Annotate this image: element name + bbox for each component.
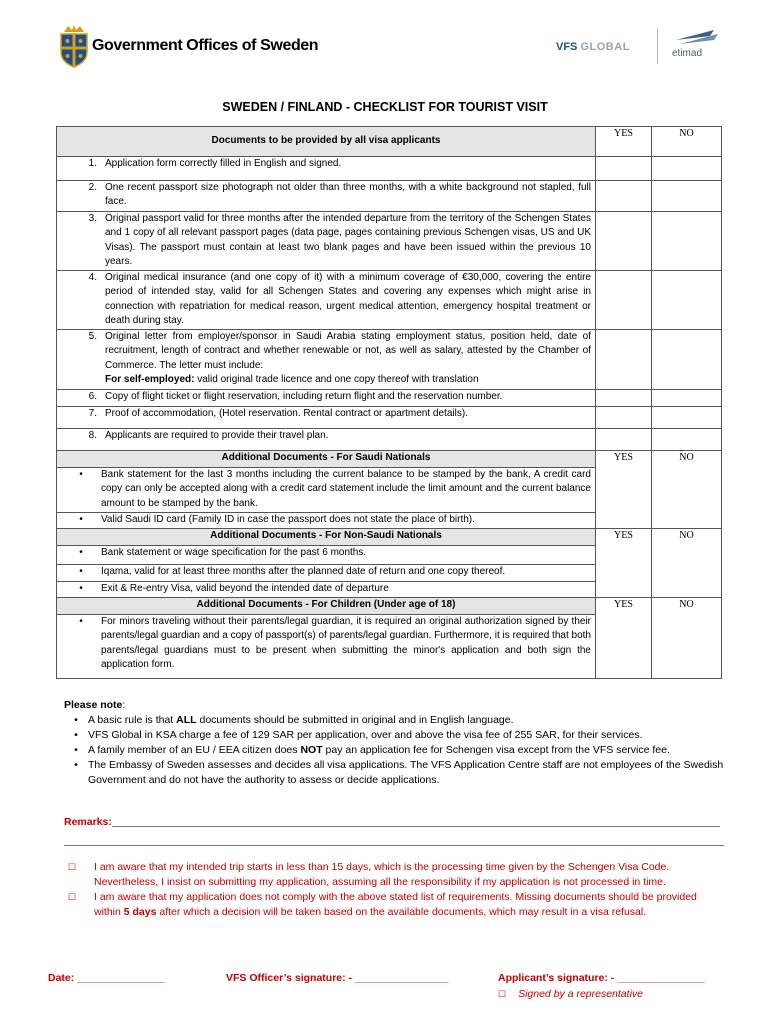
item-bold-lead: For self-employed: xyxy=(105,374,195,386)
item-text: Proof of accommodation, (Hotel reservation. Rental contract or apartment details). xyxy=(105,408,468,419)
saudi-header-row xyxy=(57,451,722,468)
note-item xyxy=(64,743,729,758)
declaration-1-checkbox[interactable]: ☐ xyxy=(68,862,77,872)
yes-checkbox-cell[interactable] xyxy=(596,429,652,451)
representative-label: Signed by a representative xyxy=(518,988,643,1000)
note-text: pay an application fee for Schengen visa except from the VFS service fee. xyxy=(322,744,670,756)
declaration-2-text: I am aware that my application does not comply with the above stated list of requirements. Missing documents should be provided within xyxy=(94,891,697,918)
remarks-line-2[interactable] xyxy=(64,845,724,846)
nonsaudi-no-cell[interactable]: NO xyxy=(652,529,722,598)
yes-checkbox-cell[interactable] xyxy=(596,330,652,390)
bullet: • xyxy=(74,759,78,771)
item-number: 6. xyxy=(88,391,97,402)
header-divider xyxy=(657,28,658,64)
representative-option xyxy=(498,988,643,1000)
yes-checkbox-cell[interactable] xyxy=(596,271,652,330)
document-title: SWEDEN / FINLAND - CHECKLIST FOR TOURIST VISIT xyxy=(222,100,548,114)
table-row xyxy=(57,212,722,271)
item-number: 7. xyxy=(88,408,97,419)
representative-checkbox[interactable]: ☐ xyxy=(498,989,507,999)
yes-checkbox-cell[interactable] xyxy=(596,390,652,407)
bullet: • xyxy=(79,469,83,480)
item-number: 3. xyxy=(88,213,97,224)
note-item xyxy=(64,728,729,743)
yes-checkbox-cell[interactable] xyxy=(596,212,652,271)
item-text: Original passport valid for three months after the intended departure from the territory of the Schengen States and 1 copy of all relevant passport pages (data page, pages containing previous Schengen visas, US and UK Visas). The passport must contain at least two blank pages and have been issued within the previous 10 years. xyxy=(105,213,591,268)
no-checkbox-cell[interactable] xyxy=(652,407,722,429)
note-item xyxy=(64,758,729,788)
bullet: • xyxy=(74,744,78,756)
yes-checkbox-cell[interactable] xyxy=(596,407,652,429)
note-text: A family member of an EU / EEA citizen does xyxy=(88,744,301,756)
item-text: Original medical insurance (and one copy of it) with a minimum coverage of €30,000, covering the entire period of intended stay, valid for all Schengen States and covering any expenses which might arise in connection with repatriation for medical reason, urgent medical attention, emergency hospital treatment or death during stay. xyxy=(105,272,591,327)
item-number: 8. xyxy=(88,430,97,441)
nonsaudi-header-row xyxy=(57,529,722,546)
item-number: 4. xyxy=(88,272,97,283)
item-text-after: valid original trade licence and one copy thereof with translation xyxy=(194,374,479,386)
table-row xyxy=(57,390,722,407)
remarks-field[interactable] xyxy=(64,816,724,828)
children-no-cell[interactable]: NO xyxy=(652,598,722,679)
no-checkbox-cell[interactable] xyxy=(652,330,722,390)
item-text: Exit & Re-entry Visa, valid beyond the intended date of departure xyxy=(101,583,389,594)
table-row xyxy=(57,181,722,212)
item-text: Bank statement or wage specification for the past 6 months. xyxy=(101,547,367,558)
saudi-yes-cell[interactable]: YES xyxy=(596,451,652,529)
vfs-officer-signature-field[interactable]: VFS Officer’s signature: - ________________ xyxy=(226,972,449,984)
saudi-no-cell[interactable]: NO xyxy=(652,451,722,529)
note-text: A basic rule is that xyxy=(88,714,177,726)
remarks-line xyxy=(112,826,720,827)
declaration-2-checkbox[interactable]: ☐ xyxy=(68,892,77,902)
declaration-2 xyxy=(64,890,724,920)
item-number: 2. xyxy=(88,182,97,193)
main-header: Documents to be provided by all visa applicants xyxy=(57,127,596,157)
remarks-label: Remarks: xyxy=(64,816,112,828)
no-checkbox-cell[interactable] xyxy=(652,181,722,212)
item-text: Application form correctly filled in English and signed. xyxy=(105,158,342,169)
declaration-2-bold: 5 days xyxy=(123,906,157,918)
no-checkbox-cell[interactable] xyxy=(652,271,722,330)
applicant-signature-field[interactable]: Applicant’s signature: - _______________ xyxy=(498,972,705,984)
item-number: 5. xyxy=(88,331,97,342)
date-field[interactable]: Date: _______________ xyxy=(48,972,165,984)
etimad-logo-icon xyxy=(670,26,722,66)
declaration-1-text: I am aware that my intended trip starts in less than 15 days, which is the processing time given by the Schengen Visa Code. Nevertheless, I insist on submitting my application, assuming all the responsibility if my application is not processed in time. xyxy=(94,861,670,888)
table-header-row xyxy=(57,127,722,157)
notes-title: Please note xyxy=(64,699,123,711)
yes-checkbox-cell[interactable] xyxy=(596,157,652,181)
note-bold: ALL xyxy=(176,714,197,726)
children-header: Additional Documents - For Children (Under age of 18) xyxy=(57,598,596,615)
bullet: • xyxy=(74,729,78,741)
saudi-header: Additional Documents - For Saudi Nationals xyxy=(57,451,596,468)
checklist-table xyxy=(56,126,722,679)
no-checkbox-cell[interactable] xyxy=(652,390,722,407)
bullet: • xyxy=(74,714,78,726)
item-text: Original letter from employer/sponsor in Saudi Arabia stating employment status, position held, date of recruitment, length of contract and whether renewable or not, as well as salary, attested by the Chamber of Commerce. The letter must include: xyxy=(105,331,591,371)
note-text: The Embassy of Sweden assesses and decides all visa applications. The VFS Application Centre staff are not employees of the Swedish Government and do not have the authority to assess or decide applications. xyxy=(88,759,724,786)
item-text: Bank statement for the last 3 months including the current balance to be stamped by the bank, A credit card copy can only be accepted along with a credit card statement include the limit amount and the current balance amount to be stamped by the bank. xyxy=(101,469,591,509)
no-checkbox-cell[interactable] xyxy=(652,157,722,181)
sweden-coat-of-arms-logo xyxy=(56,24,92,68)
table-row xyxy=(57,271,722,330)
note-bold: NOT xyxy=(300,744,323,756)
item-text: Valid Saudi ID card (Family ID in case the passport does not state the place of birth). xyxy=(101,514,475,525)
no-header: NO xyxy=(652,127,722,157)
note-text: documents should be submitted in original and in English language. xyxy=(196,714,514,726)
children-yes-cell[interactable]: YES xyxy=(596,598,652,679)
item-number: 1. xyxy=(88,158,97,169)
item-text: Applicants are required to provide their travel plan. xyxy=(105,430,329,441)
yes-checkbox-cell[interactable] xyxy=(596,181,652,212)
government-offices-name: Government Offices of Sweden xyxy=(92,37,319,54)
global-logo-part: GLOBAL xyxy=(580,41,630,53)
item-text: For minors traveling without their parents/legal guardian, it is required an original authorization signed by their parents/legal guardian and a copy of passport(s) of parents/legal guardian. Furthermore, it is required that both parents/legal guardians must to be present when submitting the minor's application and both sign the application form. xyxy=(101,616,591,671)
table-row xyxy=(57,330,722,390)
bullet: • xyxy=(79,547,83,558)
declaration-1 xyxy=(64,860,724,890)
bullet: • xyxy=(79,616,83,627)
item-text: Iqama, valid for at least three months after the planned date of return and one copy thereof. xyxy=(101,566,506,577)
table-row xyxy=(57,407,722,429)
nonsaudi-yes-cell[interactable]: YES xyxy=(596,529,652,598)
vfs-logo-part: VFS xyxy=(556,41,578,53)
table-row xyxy=(57,429,722,451)
no-checkbox-cell[interactable] xyxy=(652,429,722,451)
note-text: VFS Global in KSA charge a fee of 129 SAR per application, over and above the visa fee of 255 SAR, for their services. xyxy=(88,729,643,741)
yes-header: YES xyxy=(596,127,652,157)
nonsaudi-header: Additional Documents - For Non-Saudi Nationals xyxy=(57,529,596,546)
etimad-logo-text: etimad xyxy=(672,48,703,59)
vfs-global-logo xyxy=(556,41,630,53)
item-text: One recent passport size photograph not older than three months, with a white background not stapled, full face. xyxy=(105,182,591,208)
bullet: • xyxy=(79,566,83,577)
notes-section xyxy=(64,698,729,788)
children-header-row xyxy=(57,598,722,615)
no-checkbox-cell[interactable] xyxy=(652,212,722,271)
bullet: • xyxy=(79,583,83,594)
declarations xyxy=(64,860,724,920)
notes-colon: : xyxy=(122,699,126,711)
declaration-2-text-after: after which a decision will be taken based on the available documents, which may result in a visa refusal. xyxy=(156,906,647,918)
table-row xyxy=(57,157,722,181)
item-text: Copy of flight ticket or flight reservation, including return flight and the reservation number. xyxy=(105,391,503,402)
bullet: • xyxy=(79,514,83,525)
note-item xyxy=(64,713,729,728)
